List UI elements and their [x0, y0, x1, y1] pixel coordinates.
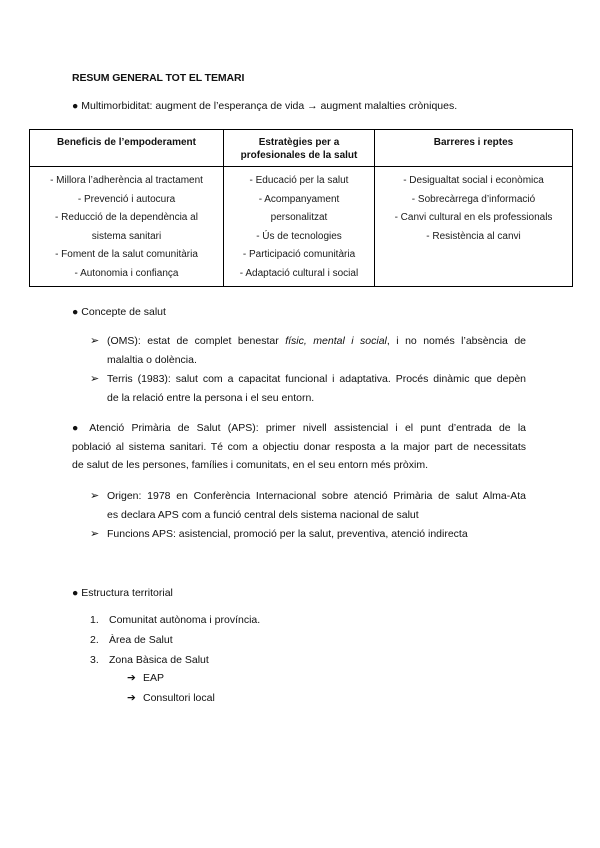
- header-estrategies: Estratègies per a profesionales de la salut: [224, 130, 375, 167]
- cell-estrategies: [224, 167, 375, 287]
- bullet-marker: ●: [72, 100, 79, 112]
- bullet-marker: ●: [72, 306, 79, 318]
- arrow-marker: ➔: [127, 691, 136, 704]
- terris-definition: ➢ Terris (1983): salut com a capacitat funcional i adaptativa. Procés dinàmic que depèn de la relació entre la persona i el seu entorn.: [90, 370, 526, 410]
- section-estructura-heading: ● Estructura territorial: [72, 587, 173, 599]
- list-item: 2. Àrea de Salut: [90, 634, 173, 646]
- header-beneficis: Beneficis de l’empoderament: [30, 130, 224, 167]
- empowerment-table: [29, 129, 573, 287]
- list-item: - Reducció de la dependència al: [55, 212, 198, 223]
- list-item: - Foment de la salut comunitària: [55, 249, 198, 260]
- list-item: - Resistència al canvi: [426, 230, 521, 242]
- table-header-row: [30, 130, 573, 167]
- estructura-list: [90, 614, 390, 674]
- list-item: 1. Comunitat autònoma i província.: [90, 614, 261, 626]
- arrow-marker: ➢: [90, 335, 100, 347]
- list-item: sistema sanitari: [91, 230, 162, 242]
- list-item: ➔ Consultori local: [127, 691, 215, 704]
- arrow-marker: ➢: [90, 528, 100, 540]
- list-item: - Autonomia i confiança: [74, 267, 179, 279]
- list-item: 3. Zona Bàsica de Salut: [90, 654, 209, 666]
- section-concepte-heading: ● Concepte de salut: [72, 306, 166, 318]
- bullet-marker: ●: [72, 587, 79, 599]
- list-item: ➔ EAP: [127, 672, 165, 684]
- intro-line: [72, 100, 457, 112]
- list-item: - Acompanyament: [258, 193, 340, 205]
- aps-origen: ➢ Origen: 1978 en Conferència Internacional sobre atenció Primària de salut Alma-Ata es declara APS com a funció central dels sistema nacional de salut: [90, 487, 526, 527]
- header-barreres: Barreres i reptes: [375, 130, 573, 167]
- list-item: - Millora l’adherència al tractament: [50, 175, 203, 186]
- arrow-marker: ➢: [90, 373, 100, 385]
- list-item: - Adaptació cultural i social: [239, 267, 359, 279]
- arrow-marker: ➢: [90, 490, 100, 502]
- list-item: - Ús de tecnologies: [256, 230, 342, 242]
- aps-funcions: ➢ Funcions APS: asistencial, promoció per la salut, preventiva, atenció indirecta: [90, 525, 526, 545]
- intro-text: Multimorbiditat: augment de l’esperança de vida → augment malalties cròniques.: [81, 100, 458, 112]
- cell-beneficis: [30, 167, 224, 287]
- document-title: RESUM GENERAL TOT EL TEMARI: [72, 72, 245, 84]
- list-item: - Prevenció i autocura: [77, 193, 176, 205]
- zona-basica-sublist: [127, 672, 327, 711]
- list-item: - Educació per la salut: [249, 175, 349, 186]
- table-row: [30, 167, 573, 287]
- list-item: - Desigualtat social i econòmica: [403, 175, 544, 186]
- arrow-marker: ➔: [127, 672, 136, 684]
- oms-definition: ➢ (OMS): estat de complet benestar físic, mental i social, i no només l’absència de malaltia o dolència.: [90, 332, 526, 372]
- list-item: - Participació comunitària: [242, 249, 356, 260]
- list-item: - Canvi cultural en els professionals: [394, 212, 553, 223]
- bullet-marker: ●: [72, 422, 83, 434]
- list-item: personalitzat: [270, 212, 328, 223]
- cell-barreres: [375, 167, 573, 287]
- list-item: - Sobrecàrrega d’informació: [411, 193, 536, 205]
- aps-paragraph: ● Atenció Primària de Salut (APS): primer nivell assistencial i el punt d’entrada de la població al sistema sanitari. Té com a objectiu donar resposta a la major part de necessitats de salut de les persones, famílies i comunitats, en el seu entorn més pròxim.: [72, 422, 526, 472]
